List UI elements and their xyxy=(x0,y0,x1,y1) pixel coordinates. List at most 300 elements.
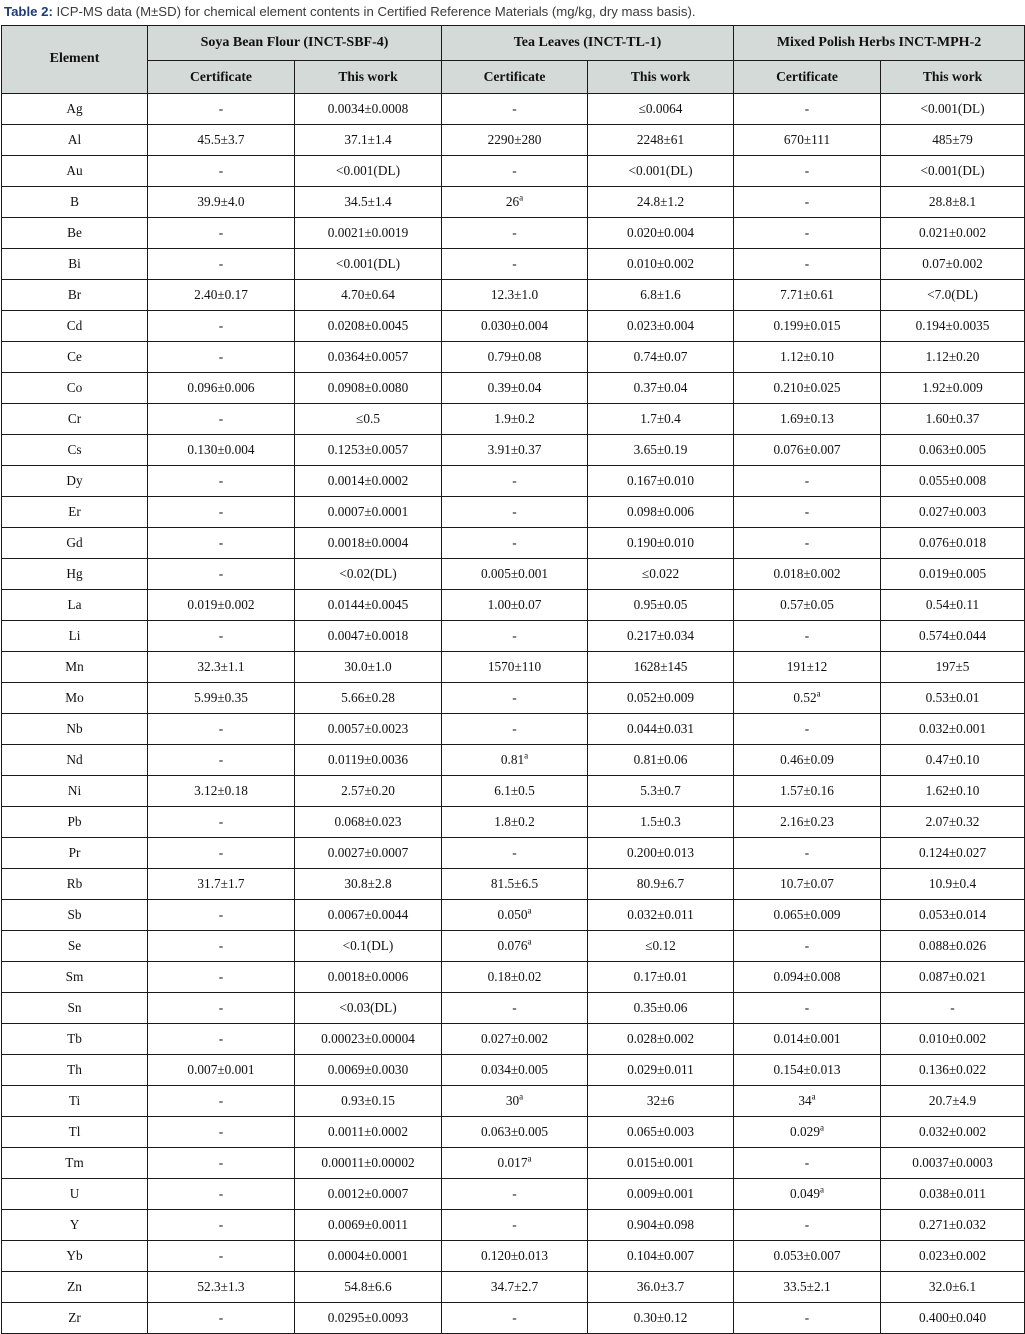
table-row xyxy=(2,155,1025,186)
cell-value: 0.95±0.05 xyxy=(588,589,734,620)
cell-element-symbol: Dy xyxy=(2,465,148,496)
cell-element-symbol: Ni xyxy=(2,775,148,806)
cell-value: - xyxy=(148,93,295,124)
table-row xyxy=(2,93,1025,124)
header-sub-sbf-certificate: Certificate xyxy=(148,60,295,93)
cell-value: - xyxy=(148,992,295,1023)
table-row xyxy=(2,1023,1025,1054)
cell-value: 4.70±0.64 xyxy=(295,279,442,310)
cell-value: 197±5 xyxy=(881,651,1025,682)
table-row xyxy=(2,558,1025,589)
footnote-marker: a xyxy=(519,192,524,203)
cell-value: 0.154±0.013 xyxy=(734,1054,881,1085)
cell-value: 0.0037±0.0003 xyxy=(881,1147,1025,1178)
header-sub-mph-certificate: Certificate xyxy=(734,60,881,93)
cell-value: 0.052±0.009 xyxy=(588,682,734,713)
cell-value: 0.07±0.002 xyxy=(881,248,1025,279)
table-row xyxy=(2,651,1025,682)
cell-value: 5.66±0.28 xyxy=(295,682,442,713)
header-sub-mph-this-work: This work xyxy=(881,60,1025,93)
cell-value: 28.8±8.1 xyxy=(881,186,1025,217)
cell-value: 0.400±0.040 xyxy=(881,1302,1025,1333)
table-row xyxy=(2,1302,1025,1333)
cell-value: 0.023±0.004 xyxy=(588,310,734,341)
cell-element-symbol: Cr xyxy=(2,403,148,434)
cell-element-symbol: Mn xyxy=(2,651,148,682)
cell-value: 0.015±0.001 xyxy=(588,1147,734,1178)
cell-value: 2.07±0.32 xyxy=(881,806,1025,837)
cell-value: 0.044±0.031 xyxy=(588,713,734,744)
cell-value: 0.096±0.006 xyxy=(148,372,295,403)
cell-element-symbol: Tb xyxy=(2,1023,148,1054)
cell-value: 0.53±0.01 xyxy=(881,682,1025,713)
cell-value: 0.0067±0.0044 xyxy=(295,899,442,930)
header-sub-sbf-this-work: This work xyxy=(295,60,442,93)
cell-value: 20.7±4.9 xyxy=(881,1085,1025,1116)
cell-value: 0.0057±0.0023 xyxy=(295,713,442,744)
cell-value: - xyxy=(734,527,881,558)
cell-value: 2290±280 xyxy=(442,124,588,155)
icp-ms-data-table xyxy=(1,25,1025,1334)
cell-value: 0.210±0.025 xyxy=(734,372,881,403)
cell-element-symbol: Hg xyxy=(2,558,148,589)
cell-value: 0.0021±0.0019 xyxy=(295,217,442,248)
table-row xyxy=(2,1085,1025,1116)
cell-value: - xyxy=(442,713,588,744)
table-row xyxy=(2,806,1025,837)
header-element: Element xyxy=(2,25,148,93)
table-row xyxy=(2,899,1025,930)
cell-value: 0.017$^a$ xyxy=(442,1147,588,1178)
cell-value: - xyxy=(148,713,295,744)
cell-value: 0.009±0.001 xyxy=(588,1178,734,1209)
footnote-marker: a xyxy=(811,1091,816,1102)
table-row xyxy=(2,341,1025,372)
cell-value: - xyxy=(148,1302,295,1333)
cell-element-symbol: Pr xyxy=(2,837,148,868)
cell-value: 0.0011±0.0002 xyxy=(295,1116,442,1147)
cell-value: 10.9±0.4 xyxy=(881,868,1025,899)
cell-value: 3.65±0.19 xyxy=(588,434,734,465)
cell-value: - xyxy=(148,558,295,589)
cell-value: 0.063±0.005 xyxy=(881,434,1025,465)
cell-value: 0.023±0.002 xyxy=(881,1240,1025,1271)
cell-value: 36.0±3.7 xyxy=(588,1271,734,1302)
cell-value: - xyxy=(734,248,881,279)
cell-value: - xyxy=(734,930,881,961)
cell-value: <0.03(DL) xyxy=(295,992,442,1023)
table-row xyxy=(2,1209,1025,1240)
cell-value: - xyxy=(148,744,295,775)
cell-value: 54.8±6.6 xyxy=(295,1271,442,1302)
cell-value: 1.8±0.2 xyxy=(442,806,588,837)
cell-value: 0.034±0.005 xyxy=(442,1054,588,1085)
cell-value: - xyxy=(734,217,881,248)
cell-element-symbol: Sn xyxy=(2,992,148,1023)
cell-element-symbol: Se xyxy=(2,930,148,961)
table-row xyxy=(2,465,1025,496)
cell-value: - xyxy=(148,1178,295,1209)
cell-value: 2.57±0.20 xyxy=(295,775,442,806)
footnote-marker: a xyxy=(819,1122,824,1133)
cell-element-symbol: Pb xyxy=(2,806,148,837)
table-row xyxy=(2,775,1025,806)
cell-value: 0.027±0.003 xyxy=(881,496,1025,527)
cell-value: - xyxy=(734,93,881,124)
cell-value: 0.014±0.001 xyxy=(734,1023,881,1054)
cell-value: 0.094±0.008 xyxy=(734,961,881,992)
cell-element-symbol: Tm xyxy=(2,1147,148,1178)
cell-value: - xyxy=(442,527,588,558)
cell-value: 0.038±0.011 xyxy=(881,1178,1025,1209)
cell-value: 39.9±4.0 xyxy=(148,186,295,217)
table-row xyxy=(2,1116,1025,1147)
cell-value: 0.027±0.002 xyxy=(442,1023,588,1054)
cell-value: 0.194±0.0035 xyxy=(881,310,1025,341)
cell-value: 0.74±0.07 xyxy=(588,341,734,372)
cell-value: 670±111 xyxy=(734,124,881,155)
cell-value: 0.0208±0.0045 xyxy=(295,310,442,341)
cell-value: <0.02(DL) xyxy=(295,558,442,589)
cell-value: 0.049$^a$ xyxy=(734,1178,881,1209)
cell-value: 30.0±1.0 xyxy=(295,651,442,682)
cell-element-symbol: Er xyxy=(2,496,148,527)
table-row xyxy=(2,279,1025,310)
cell-value: <0.001(DL) xyxy=(295,155,442,186)
cell-element-symbol: Th xyxy=(2,1054,148,1085)
cell-element-symbol: Li xyxy=(2,620,148,651)
cell-value: - xyxy=(148,1209,295,1240)
cell-value: 80.9±6.7 xyxy=(588,868,734,899)
cell-value: 5.3±0.7 xyxy=(588,775,734,806)
cell-value: - xyxy=(442,496,588,527)
cell-value: - xyxy=(734,465,881,496)
cell-value: <0.001(DL) xyxy=(881,93,1025,124)
cell-element-symbol: Gd xyxy=(2,527,148,558)
cell-value: 0.0069±0.0011 xyxy=(295,1209,442,1240)
cell-value: 0.120±0.013 xyxy=(442,1240,588,1271)
cell-value: - xyxy=(442,1209,588,1240)
cell-value: - xyxy=(148,248,295,279)
cell-value: 12.3±1.0 xyxy=(442,279,588,310)
cell-value: ≤0.022 xyxy=(588,558,734,589)
cell-value: ≤0.0064 xyxy=(588,93,734,124)
cell-value: 7.71±0.61 xyxy=(734,279,881,310)
cell-value: 1.57±0.16 xyxy=(734,775,881,806)
cell-value: 0.47±0.10 xyxy=(881,744,1025,775)
cell-value: - xyxy=(734,992,881,1023)
cell-value: 0.0119±0.0036 xyxy=(295,744,442,775)
cell-value: 0.076$^a$ xyxy=(442,930,588,961)
table-row xyxy=(2,372,1025,403)
cell-value: 0.087±0.021 xyxy=(881,961,1025,992)
cell-value: 5.99±0.35 xyxy=(148,682,295,713)
table-row xyxy=(2,527,1025,558)
header-group-soya-bean-flour: Soya Bean Flour (INCT-SBF-4) xyxy=(148,25,442,60)
cell-element-symbol: B xyxy=(2,186,148,217)
cell-value: 0.019±0.002 xyxy=(148,589,295,620)
cell-value: 0.37±0.04 xyxy=(588,372,734,403)
cell-value: 1.00±0.07 xyxy=(442,589,588,620)
cell-value: 34$^a$ xyxy=(734,1085,881,1116)
table-caption xyxy=(0,0,1025,25)
cell-value: 0.055±0.008 xyxy=(881,465,1025,496)
footnote-marker: a xyxy=(816,688,821,699)
cell-value: 3.91±0.37 xyxy=(442,434,588,465)
header-row-subcolumns xyxy=(2,60,1025,93)
table-row xyxy=(2,248,1025,279)
footnote-marker: a xyxy=(527,905,532,916)
cell-value: <0.001(DL) xyxy=(295,248,442,279)
cell-value: - xyxy=(148,341,295,372)
table-row xyxy=(2,217,1025,248)
cell-element-symbol: La xyxy=(2,589,148,620)
cell-value: - xyxy=(734,837,881,868)
cell-value: 0.0004±0.0001 xyxy=(295,1240,442,1271)
cell-value: 0.46±0.09 xyxy=(734,744,881,775)
cell-value: 0.167±0.010 xyxy=(588,465,734,496)
cell-value: 0.18±0.02 xyxy=(442,961,588,992)
cell-value: 0.076±0.007 xyxy=(734,434,881,465)
cell-value: 0.0144±0.0045 xyxy=(295,589,442,620)
cell-element-symbol: Tl xyxy=(2,1116,148,1147)
cell-value: 0.0027±0.0007 xyxy=(295,837,442,868)
header-sub-tl-certificate: Certificate xyxy=(442,60,588,93)
cell-value: 2.16±0.23 xyxy=(734,806,881,837)
footnote-marker: a xyxy=(527,1153,532,1164)
table-row xyxy=(2,744,1025,775)
table-row xyxy=(2,682,1025,713)
table-row xyxy=(2,620,1025,651)
header-sub-tl-this-work: This work xyxy=(588,60,734,93)
cell-value: 0.019±0.005 xyxy=(881,558,1025,589)
cell-value: 0.0007±0.0001 xyxy=(295,496,442,527)
cell-value: <0.1(DL) xyxy=(295,930,442,961)
cell-value: - xyxy=(442,465,588,496)
cell-value: 0.00023±0.00004 xyxy=(295,1023,442,1054)
cell-element-symbol: Br xyxy=(2,279,148,310)
cell-value: 30.8±2.8 xyxy=(295,868,442,899)
cell-value: 0.39±0.04 xyxy=(442,372,588,403)
cell-value: 0.81±0.06 xyxy=(588,744,734,775)
cell-value: 0.028±0.002 xyxy=(588,1023,734,1054)
cell-value: <0.001(DL) xyxy=(588,155,734,186)
cell-value: - xyxy=(148,1147,295,1178)
cell-element-symbol: Al xyxy=(2,124,148,155)
cell-value: - xyxy=(734,1147,881,1178)
cell-value: 0.032±0.001 xyxy=(881,713,1025,744)
cell-value: 0.57±0.05 xyxy=(734,589,881,620)
cell-value: - xyxy=(148,155,295,186)
cell-value: 0.076±0.018 xyxy=(881,527,1025,558)
cell-value: 0.053±0.014 xyxy=(881,899,1025,930)
footnote-marker: a xyxy=(819,1184,824,1195)
table-row xyxy=(2,1240,1025,1271)
cell-value: 0.088±0.026 xyxy=(881,930,1025,961)
cell-value: 1570±110 xyxy=(442,651,588,682)
cell-value: 0.030±0.004 xyxy=(442,310,588,341)
cell-value: 37.1±1.4 xyxy=(295,124,442,155)
cell-element-symbol: Mo xyxy=(2,682,148,713)
cell-value: 6.8±1.6 xyxy=(588,279,734,310)
table-row xyxy=(2,930,1025,961)
cell-value: 0.0364±0.0057 xyxy=(295,341,442,372)
cell-value: ≤0.12 xyxy=(588,930,734,961)
cell-value: - xyxy=(442,93,588,124)
cell-value: - xyxy=(148,961,295,992)
table-body xyxy=(2,93,1025,1333)
cell-value: 0.0014±0.0002 xyxy=(295,465,442,496)
cell-value: - xyxy=(148,310,295,341)
cell-value: 0.029$^a$ xyxy=(734,1116,881,1147)
table-row xyxy=(2,434,1025,465)
cell-value: - xyxy=(148,403,295,434)
cell-element-symbol: Sm xyxy=(2,961,148,992)
cell-value: - xyxy=(148,217,295,248)
footnote-marker: a xyxy=(524,750,529,761)
cell-value: - xyxy=(442,620,588,651)
cell-value: - xyxy=(148,527,295,558)
cell-value: 191±12 xyxy=(734,651,881,682)
cell-value: - xyxy=(148,620,295,651)
cell-value: 0.065±0.003 xyxy=(588,1116,734,1147)
cell-value: 0.068±0.023 xyxy=(295,806,442,837)
cell-value: 0.17±0.01 xyxy=(588,961,734,992)
cell-element-symbol: Yb xyxy=(2,1240,148,1271)
cell-value: 0.271±0.032 xyxy=(881,1209,1025,1240)
cell-element-symbol: Ce xyxy=(2,341,148,372)
cell-value: 30$^a$ xyxy=(442,1085,588,1116)
footnote-marker: a xyxy=(527,936,532,947)
cell-value: 0.0034±0.0008 xyxy=(295,93,442,124)
cell-value: 0.010±0.002 xyxy=(588,248,734,279)
cell-value: 0.136±0.022 xyxy=(881,1054,1025,1085)
cell-value: 0.0295±0.0093 xyxy=(295,1302,442,1333)
header-group-mixed-polish-herbs: Mixed Polish Herbs INCT-MPH-2 xyxy=(734,25,1025,60)
cell-value: - xyxy=(734,155,881,186)
cell-value: 0.098±0.006 xyxy=(588,496,734,527)
cell-value: 81.5±6.5 xyxy=(442,868,588,899)
cell-value: 1.92±0.009 xyxy=(881,372,1025,403)
table-row xyxy=(2,1178,1025,1209)
table-header xyxy=(2,25,1025,93)
cell-value: 2248±61 xyxy=(588,124,734,155)
cell-element-symbol: Ti xyxy=(2,1085,148,1116)
cell-value: - xyxy=(442,1178,588,1209)
cell-value: 1.9±0.2 xyxy=(442,403,588,434)
cell-value: - xyxy=(148,930,295,961)
cell-value: - xyxy=(148,899,295,930)
cell-value: 0.200±0.013 xyxy=(588,837,734,868)
cell-value: 1.5±0.3 xyxy=(588,806,734,837)
cell-value: - xyxy=(148,1240,295,1271)
table-row xyxy=(2,1054,1025,1085)
cell-value: 52.3±1.3 xyxy=(148,1271,295,1302)
table-row xyxy=(2,496,1025,527)
cell-value: 0.021±0.002 xyxy=(881,217,1025,248)
table-row xyxy=(2,961,1025,992)
cell-value: 1.69±0.13 xyxy=(734,403,881,434)
cell-value: 0.52$^a$ xyxy=(734,682,881,713)
cell-value: 1.7±0.4 xyxy=(588,403,734,434)
cell-value: 0.190±0.010 xyxy=(588,527,734,558)
cell-value: - xyxy=(734,1302,881,1333)
cell-value: 45.5±3.7 xyxy=(148,124,295,155)
cell-value: - xyxy=(148,1116,295,1147)
cell-value: 10.7±0.07 xyxy=(734,868,881,899)
cell-value: - xyxy=(148,837,295,868)
table-row xyxy=(2,124,1025,155)
cell-element-symbol: Cs xyxy=(2,434,148,465)
cell-value: 1.60±0.37 xyxy=(881,403,1025,434)
cell-value: 0.574±0.044 xyxy=(881,620,1025,651)
cell-element-symbol: Co xyxy=(2,372,148,403)
cell-value: 0.35±0.06 xyxy=(588,992,734,1023)
cell-value: - xyxy=(148,1085,295,1116)
table-row xyxy=(2,403,1025,434)
table-row xyxy=(2,713,1025,744)
cell-value: 0.0047±0.0018 xyxy=(295,620,442,651)
header-group-tea-leaves: Tea Leaves (INCT-TL-1) xyxy=(442,25,734,60)
cell-value: 0.00011±0.00002 xyxy=(295,1147,442,1178)
cell-value: 0.065±0.009 xyxy=(734,899,881,930)
table-row xyxy=(2,589,1025,620)
cell-value: - xyxy=(442,992,588,1023)
cell-value: 32.0±6.1 xyxy=(881,1271,1025,1302)
cell-value: ≤0.5 xyxy=(295,403,442,434)
cell-element-symbol: Sb xyxy=(2,899,148,930)
table-row xyxy=(2,992,1025,1023)
cell-value: - xyxy=(442,837,588,868)
cell-value: 0.81$^a$ xyxy=(442,744,588,775)
cell-value: <7.0(DL) xyxy=(881,279,1025,310)
cell-value: 0.904±0.098 xyxy=(588,1209,734,1240)
cell-value: 0.005±0.001 xyxy=(442,558,588,589)
caption-text: ICP-MS data (M±SD) for chemical element contents in Certified Reference Materials (mg/kg, dry mass basis). xyxy=(52,4,696,19)
cell-value: 0.93±0.15 xyxy=(295,1085,442,1116)
cell-value: 32.3±1.1 xyxy=(148,651,295,682)
cell-value: - xyxy=(734,1209,881,1240)
table-row xyxy=(2,1271,1025,1302)
cell-value: 0.0018±0.0004 xyxy=(295,527,442,558)
cell-value: 0.104±0.007 xyxy=(588,1240,734,1271)
cell-value: 0.217±0.034 xyxy=(588,620,734,651)
cell-value: 0.029±0.011 xyxy=(588,1054,734,1085)
cell-value: 34.7±2.7 xyxy=(442,1271,588,1302)
cell-element-symbol: Rb xyxy=(2,868,148,899)
cell-value: 0.0018±0.0006 xyxy=(295,961,442,992)
cell-element-symbol: Cd xyxy=(2,310,148,341)
cell-value: 1.12±0.10 xyxy=(734,341,881,372)
cell-value: 31.7±1.7 xyxy=(148,868,295,899)
table-row xyxy=(2,186,1025,217)
cell-element-symbol: Zr xyxy=(2,1302,148,1333)
cell-value: <0.001(DL) xyxy=(881,155,1025,186)
cell-element-symbol: U xyxy=(2,1178,148,1209)
cell-value: 0.1253±0.0057 xyxy=(295,434,442,465)
cell-value: 0.032±0.011 xyxy=(588,899,734,930)
cell-value: - xyxy=(148,496,295,527)
cell-value: 0.032±0.002 xyxy=(881,1116,1025,1147)
cell-value: 0.30±0.12 xyxy=(588,1302,734,1333)
cell-value: - xyxy=(442,248,588,279)
cell-element-symbol: Nb xyxy=(2,713,148,744)
table-row xyxy=(2,310,1025,341)
cell-value: - xyxy=(148,465,295,496)
cell-value: 1.62±0.10 xyxy=(881,775,1025,806)
cell-element-symbol: Au xyxy=(2,155,148,186)
table-row xyxy=(2,837,1025,868)
